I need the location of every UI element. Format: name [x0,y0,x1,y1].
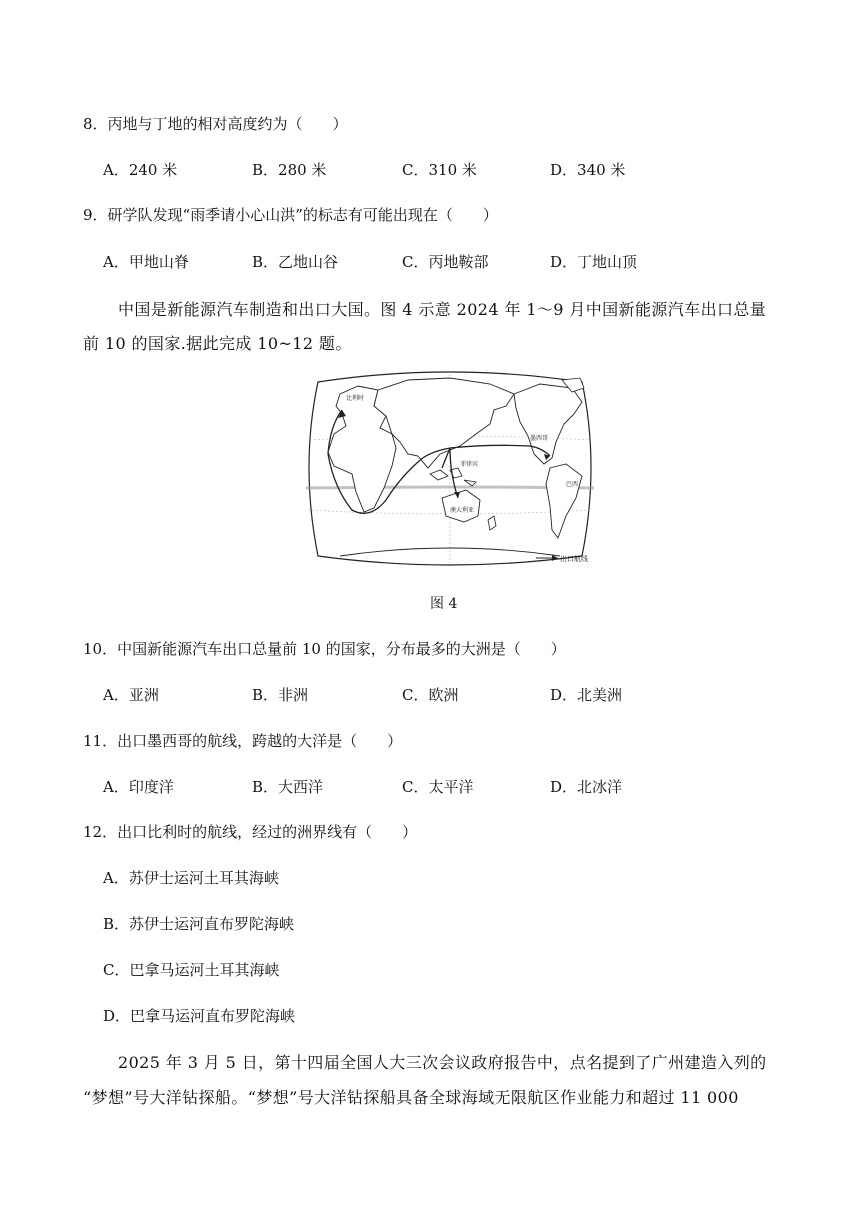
intro-line-1: 中国是新能源汽车制造和出口大国。图 4 示意 2024 年 1～9 月中国新能源汽车出口总量 [118,300,767,319]
figure-4-caption: 图 4 [430,596,458,612]
q11-option-d: D．北冰洋 [550,778,623,796]
q9-option-c: C．丙地鞍部 [402,253,489,271]
q12-option-d: D．巴拿马运河直布罗陀海峡 [103,1007,296,1025]
label-australia: 澳大利亚 [450,507,475,514]
passage-line-2: “梦想”号大洋钻探船。“梦想”号大洋钻探船具备全球海域无限航区作业能力和超过 11 000 [83,1088,739,1107]
figure-4-map [300,370,600,568]
q8-option-c: C．310 米 [402,161,477,179]
q10-option-b: B．非洲 [252,686,309,704]
q9-option-b: B．乙地山谷 [252,253,339,271]
q12-option-c: C．巴拿马运河土耳其海峡 [103,961,280,979]
q11-option-a: A．印度洋 [103,778,174,796]
intro-line-2: 前 10 的国家.据此完成 10~12 题。 [83,334,352,353]
question-8-stem: 8．丙地与丁地的相对高度约为（ ） [83,115,348,133]
question-11-stem: 11．出口墨西哥的航线，跨越的大洋是（ ） [83,732,403,750]
label-mexico: 墨西哥 [530,435,549,442]
world-map-graphic [300,370,600,568]
q11-option-b: B．大西洋 [252,778,324,796]
question-12-stem: 12．出口比利时的航线，经过的洲界线有（ ） [83,823,418,841]
question-10-stem: 10．中国新能源汽车出口总量前 10 的国家，分布最多的大洲是（ ） [83,640,566,658]
q9-option-d: D．丁地山顶 [550,253,638,271]
q11-option-c: C．太平洋 [402,778,474,796]
question-9-stem: 9．研学队发现“雨季请小心山洪”的标志有可能出现在（ ） [83,206,498,224]
label-belgium: 比利时 [346,395,365,402]
passage-line-1: 2025 年 3 月 5 日，第十四届全国人大三次会议政府报告中，点名提到了广州建造入列的 [118,1053,767,1072]
q8-option-d: D．340 米 [550,161,626,179]
q10-option-c: C．欧洲 [402,686,459,704]
label-brazil: 巴西 [566,481,579,488]
q10-option-d: D．北美洲 [550,686,623,704]
q12-option-b: B．苏伊士运河直布罗陀海峡 [103,915,295,933]
q9-option-a: A．甲地山脊 [103,253,189,271]
q8-option-b: B．280 米 [252,161,327,179]
label-philippines: 菲律宾 [460,461,479,468]
q12-option-a: A．苏伊士运河土耳其海峡 [103,869,279,887]
q10-option-a: A．亚洲 [103,686,159,704]
legend-export-route: 出口航线 [560,555,588,563]
q8-option-a: A．240 米 [103,161,178,179]
